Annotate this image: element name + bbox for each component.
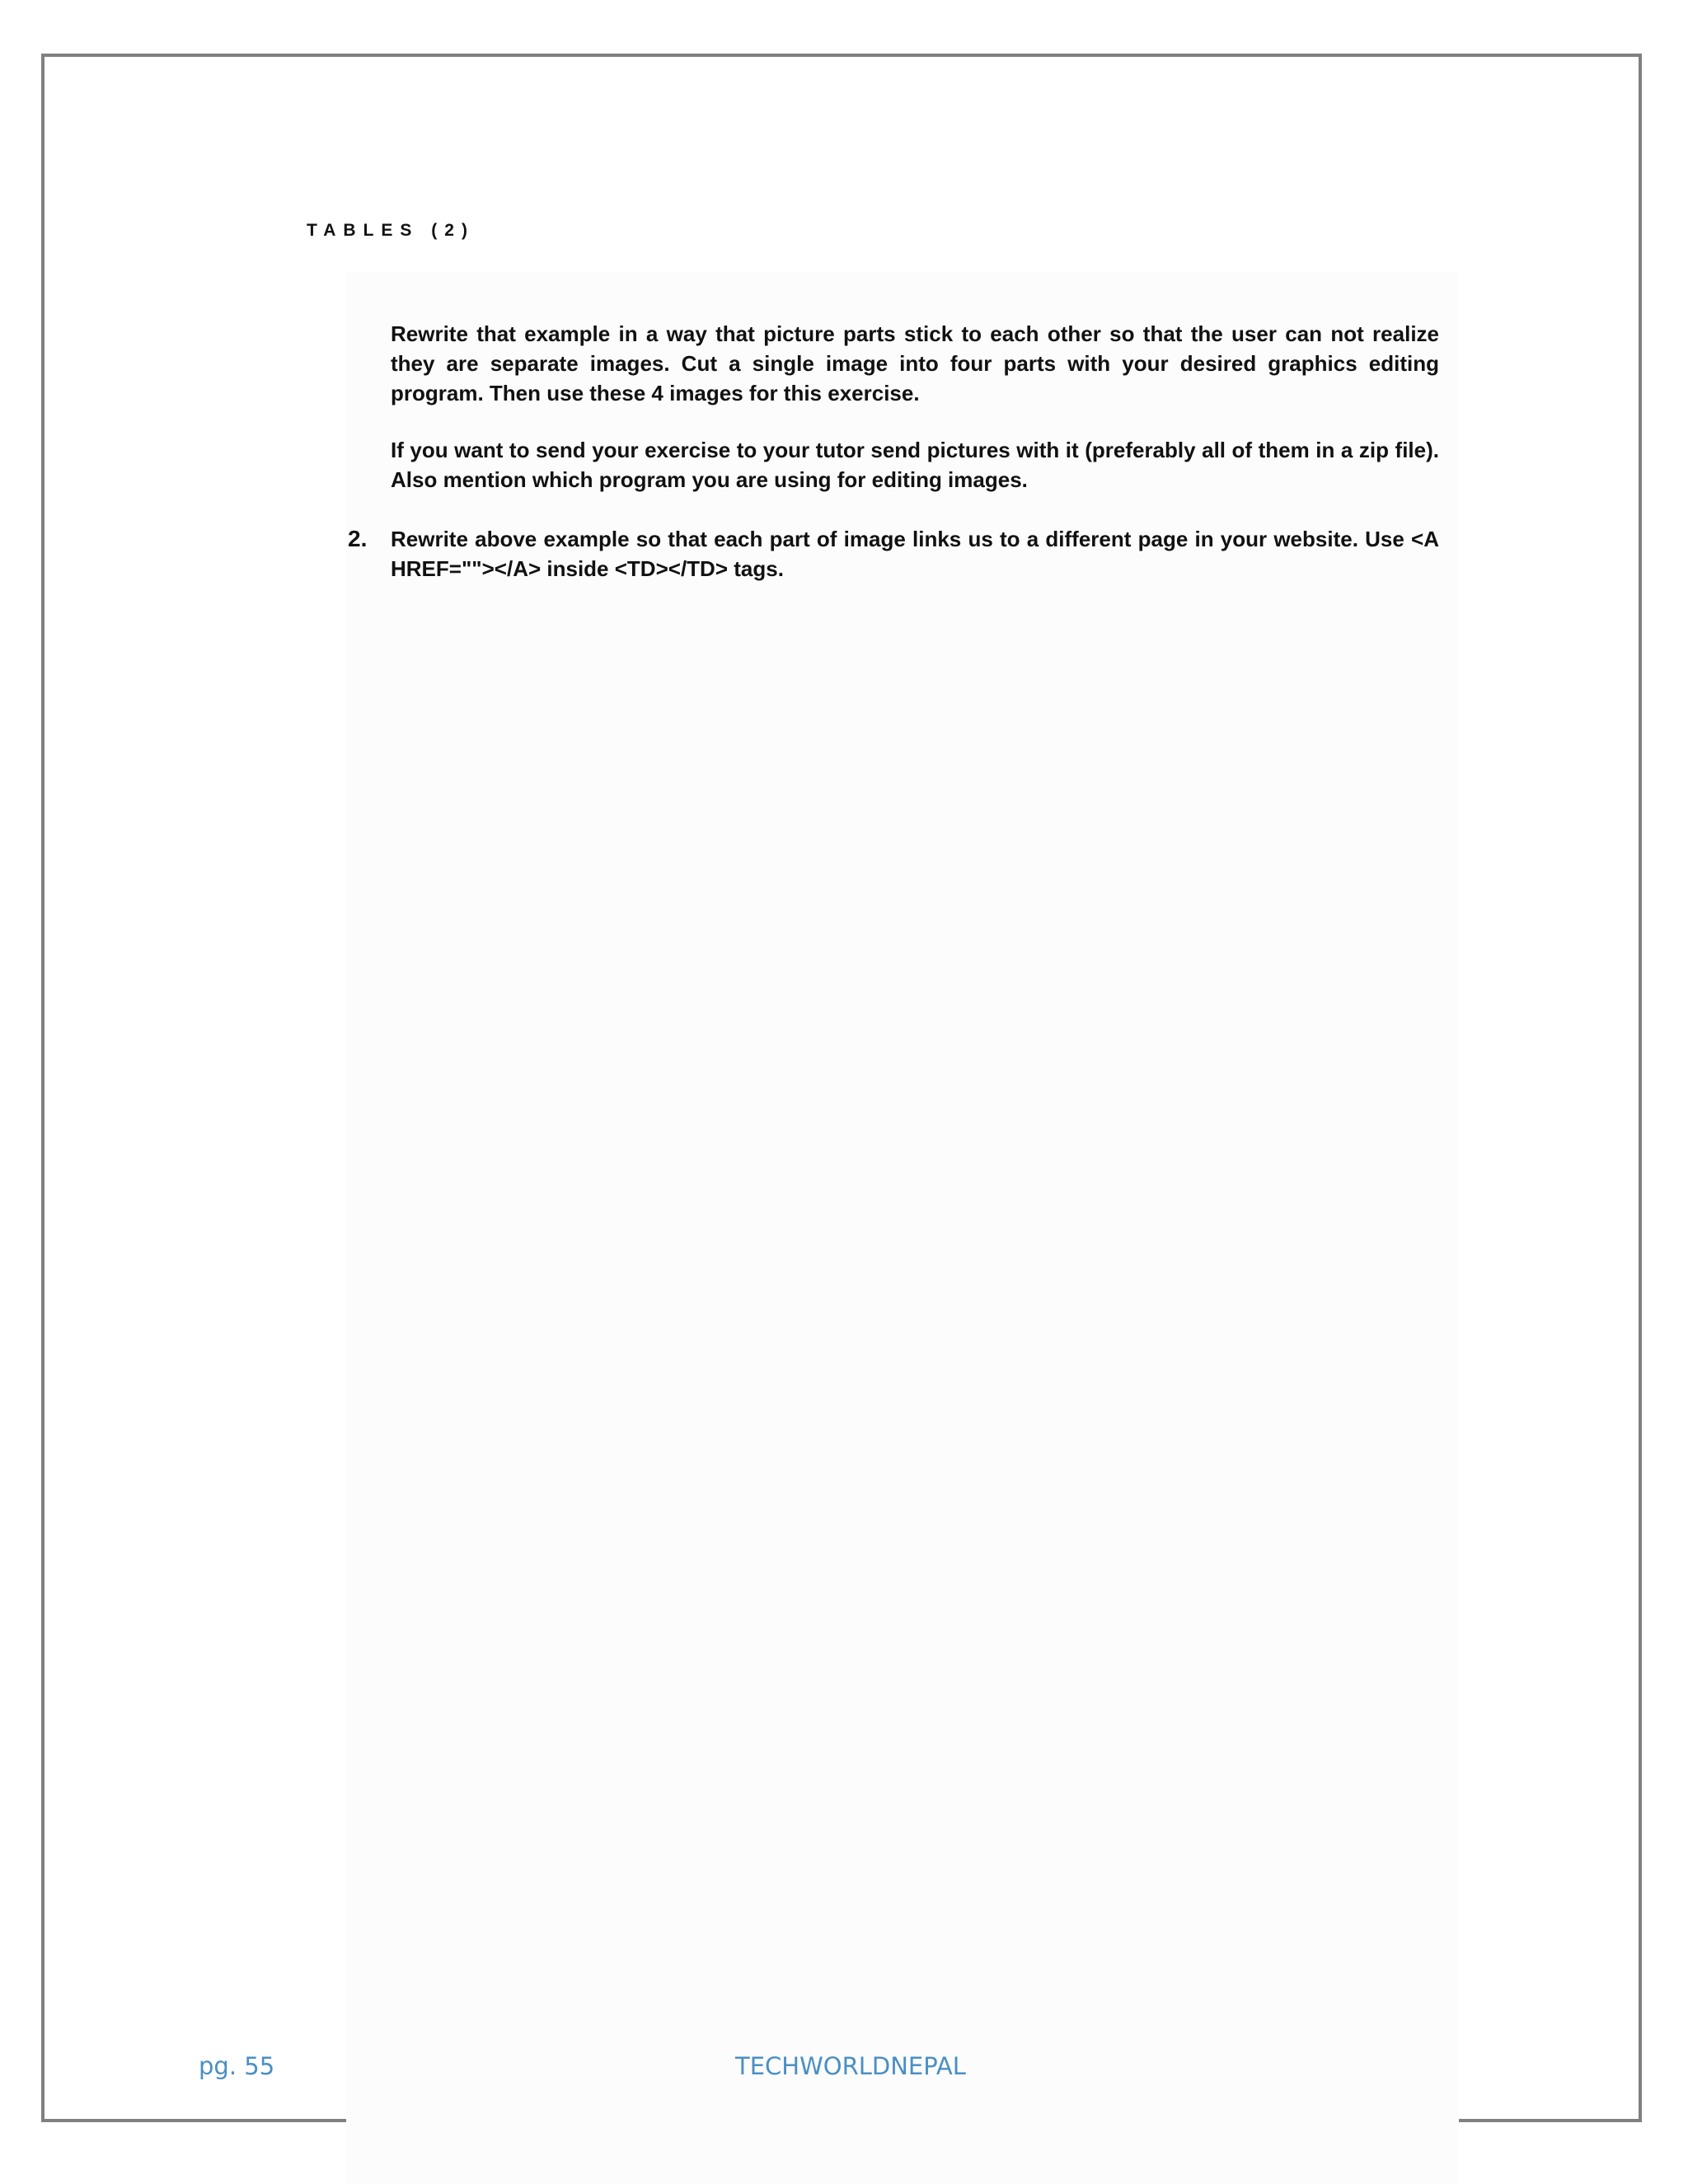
footer-brand: TECHWORLDNEPAL [735, 2052, 966, 2080]
paragraph-instructions: Rewrite that example in a way that picture parts stick to each other so that the user can not realize they are separate images. Cut a single image into four parts with your desired graphics editing program. Then use these 4 images for this exercise. [391, 321, 1439, 405]
list-item-text: Rewrite above example so that each part of image links us to a different page in your website. Use <A HREF=""></A> inside <TD></TD> tags. [391, 527, 1439, 581]
list-item-number: 2. [348, 526, 368, 551]
paragraph-submission-note: If you want to send your exercise to your tutor send pictures with it (preferably all of them in a zip file). Also mention which program you are using for editing images. [391, 438, 1439, 492]
footer-page-number: pg. 55 [199, 2052, 275, 2080]
section-heading: TABLES (2) [307, 221, 475, 240]
